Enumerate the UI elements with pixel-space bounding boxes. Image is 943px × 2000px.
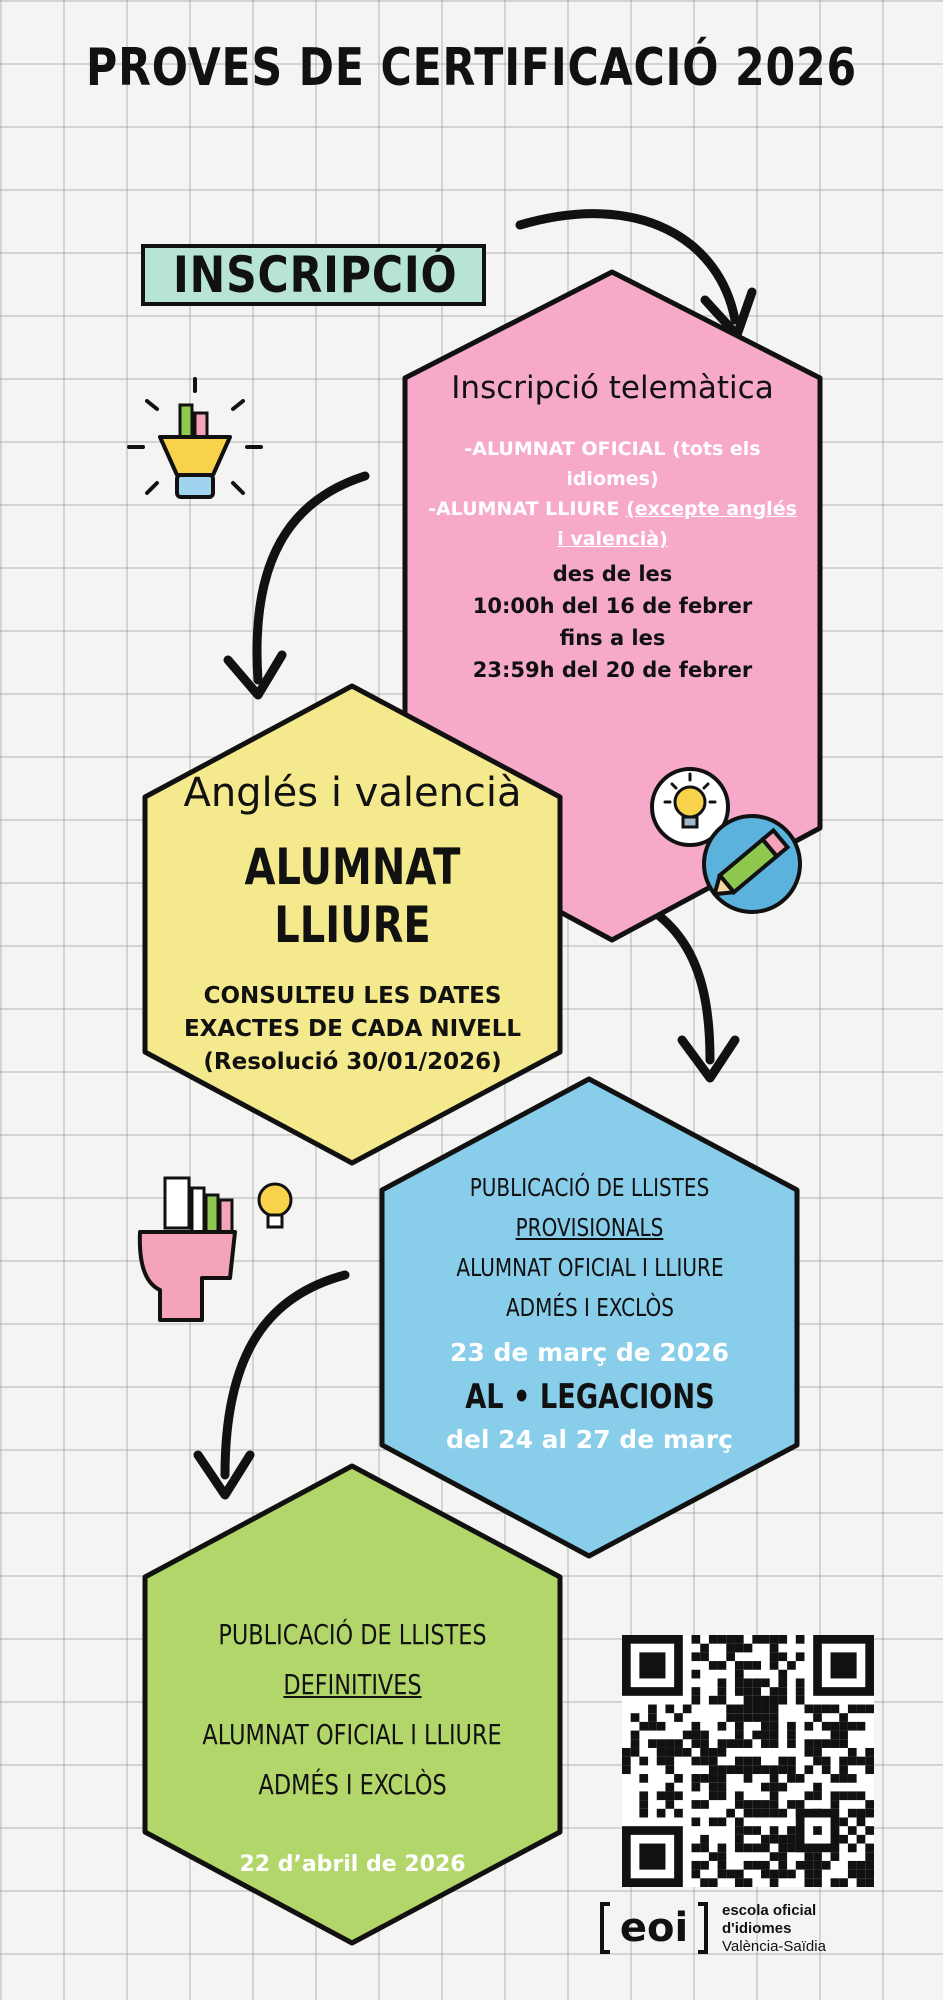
hex-green-line2-text: ALUMNAT OFICIAL I LLIURE [202, 1718, 503, 1751]
hex-blue-line2-text: ALUMNAT OFICIAL I LLIURE [455, 1253, 724, 1282]
hex-pink-content [405, 370, 820, 686]
logo-line1: escola oficial [722, 1902, 817, 1919]
hex-pink-line3 [405, 494, 820, 524]
hex-blue-claims: AL • LEGACIONS [464, 1377, 715, 1417]
section-tag-label: INSCRIPCIÓ [173, 246, 458, 304]
logo-line2: d'idiomes [722, 1920, 792, 1937]
hex-green-line1-b: DEFINITIVES [283, 1668, 422, 1701]
hex-blue-line2 [382, 1248, 797, 1288]
hex-pink-line8: 23:59h del 20 de febrer [472, 658, 753, 682]
hex-blue-line1-b: PROVISIONALS [515, 1213, 664, 1242]
head-pencils-icon [130, 1170, 300, 1330]
hex-pink-heading: Inscripció telemàtica [451, 370, 774, 406]
hex-yellow-subheading: ALUMNAT LLIURE [244, 838, 461, 954]
pencil-icon [700, 812, 805, 917]
hex-yellow-heading: Anglés i valencià [183, 770, 522, 816]
logo-line3: València-Saïdia [722, 1938, 826, 1955]
logo-mark [600, 1902, 708, 1954]
hex-blue-date: 23 de març de 2026 [450, 1338, 729, 1367]
logo-mark-text: eoi [619, 1905, 689, 1951]
hex-pink-line5: des de les [552, 562, 673, 586]
hex-pink-line2: idiomes) [566, 468, 659, 490]
hex-pink-line3-b: (excepte anglés [626, 498, 797, 520]
hex-green-line1 [145, 1610, 560, 1710]
hex-green-date: 22 d’abril de 2026 [239, 1852, 466, 1877]
hex-blue-claims-dates: del 24 al 27 de març [446, 1425, 733, 1454]
hex-blue-line3 [382, 1288, 797, 1328]
hex-pink-line4: i valencià) [557, 528, 668, 550]
page-title: PROVES DE CERTIFICACIÓ 2026 [86, 38, 857, 98]
hex-blue-line3-text: ADMÉS I EXCLÒS [505, 1293, 674, 1322]
hex-yellow-line1: CONSULTEU LES DATES [203, 983, 502, 1009]
hex-pink-line7: fins a les [559, 626, 666, 650]
eoi-logo [600, 1896, 890, 1966]
hex-blue-line1-a: PUBLICACIÓ DE LLISTES [469, 1173, 710, 1202]
hex-yellow-line2: EXACTES DE CADA NIVELL [183, 1016, 522, 1042]
arrow-left-1 [257, 476, 365, 680]
hex-green-line2 [145, 1710, 560, 1760]
hex-pink-line3-a: -ALUMNAT LLIURE [428, 498, 627, 520]
idea-pencils-icon [125, 375, 265, 525]
qr-code-icon[interactable] [622, 1635, 874, 1887]
hex-blue-line1 [382, 1168, 797, 1248]
hex-pink-line1: -ALUMNAT OFICIAL (tots els [464, 438, 761, 460]
hex-yellow-content [145, 770, 560, 1079]
hex-pink-line6: 10:00h del 16 de febrer [472, 594, 753, 618]
hex-green-line1-a: PUBLICACIÓ DE LLISTES [218, 1618, 487, 1651]
hex-green-line3-text: ADMÉS I EXCLÒS [258, 1768, 447, 1801]
hex-yellow-line3: (Resolució 30/01/2026) [203, 1049, 502, 1075]
hex-green-content [145, 1610, 560, 1877]
hex-green-line3 [145, 1760, 560, 1810]
hex-blue-content [382, 1168, 797, 1454]
